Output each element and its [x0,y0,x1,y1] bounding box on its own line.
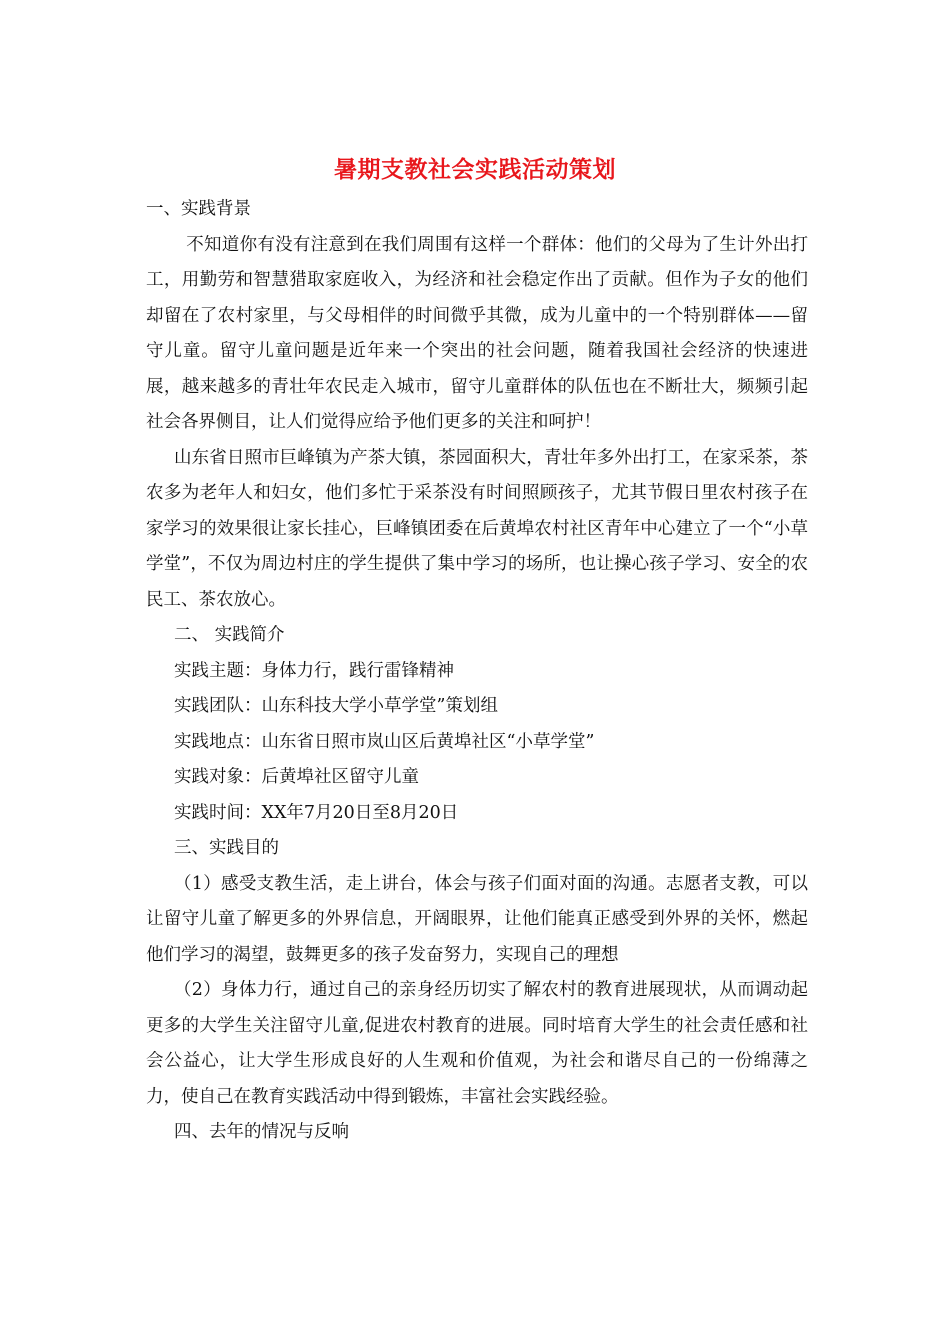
paragraph-background-2: 山东省日照市巨峰镇为产茶大镇，茶园面积大，青壮年多外出打工，在家采茶，茶农多为老年人和妇女，他们多忙于采茶没有时间照顾孩子，尤其节假日里农村孩子在家学习的效果很让家长挂心，巨峰镇团委在后黄埠农村社区青年中心建立了一个“小草学堂”，不仅为周边村庄的学生提供了集中学习的场所，也让操心孩子学习、安全的农民工、茶农放心。 [146,447,808,610]
purpose-point-2: （2）身体力行，通过自己的亲身经历切实了解农村的教育进展现状，从而调动起更多的大学生关注留守儿童,促进农村教育的进展。同时培育大学生的社会责任感和社会公益心，让大学生形成良好的人生观和价值观，为社会和谐尽自己的一份绵薄之力，使自己在教育实践活动中得到锻炼，丰富社会实践经验。 [146,980,808,1107]
section-heading-background: 一、实践背景 [146,199,251,219]
document-body [146,192,808,1151]
overview-time: 实践时间：XX年7月20日至8月20日 [174,802,459,823]
overview-theme: 实践主题：身体力行，践行雷锋精神 [174,660,454,681]
overview-target: 实践对象：后黄埠社区留守儿童 [174,767,419,787]
paragraph-background-1: 不知道你有没有注意到在我们周围有这样一个群体：他们的父母为了生计外出打工，用勤劳和智慧猎取家庭收入，为经济和社会稳定作出了贡献。但作为子女的他们却留在了农村家里，与父母相伴的时间微乎其微，成为儿童中的一个特别群体——留守儿童。留守儿童问题是近年来一个突出的社会问题，随着我国社会经济的快速进展，越来越多的青壮年农民走入城市，留守儿童群体的队伍也在不断壮大，频频引起社会各界侧目，让人们觉得应给予他们更多的关注和呵护！ [146,234,808,432]
section-heading-overview: 二、 实践简介 [174,625,285,645]
overview-location: 实践地点：山东省日照市岚山区后黄埠社区“小草学堂” [174,731,595,752]
purpose-point-1: （1）感受支教生活，走上讲台，体会与孩子们面对面的沟通。志愿者支教，可以让留守儿童了解更多的外界信息，开阔眼界，让他们能真正感受到外界的关怀，燃起他们学习的渴望，鼓舞更多的孩子发奋努力，实现自己的理想 [146,873,808,965]
section-heading-purpose: 三、实践目的 [174,838,279,858]
section-heading-last-year: 四、去年的情况与反响 [174,1122,349,1142]
overview-team: 实践团队：山东科技大学小草学堂”策划组 [174,696,498,716]
document-title: 暑期支教社会实践活动策划 [334,156,616,183]
